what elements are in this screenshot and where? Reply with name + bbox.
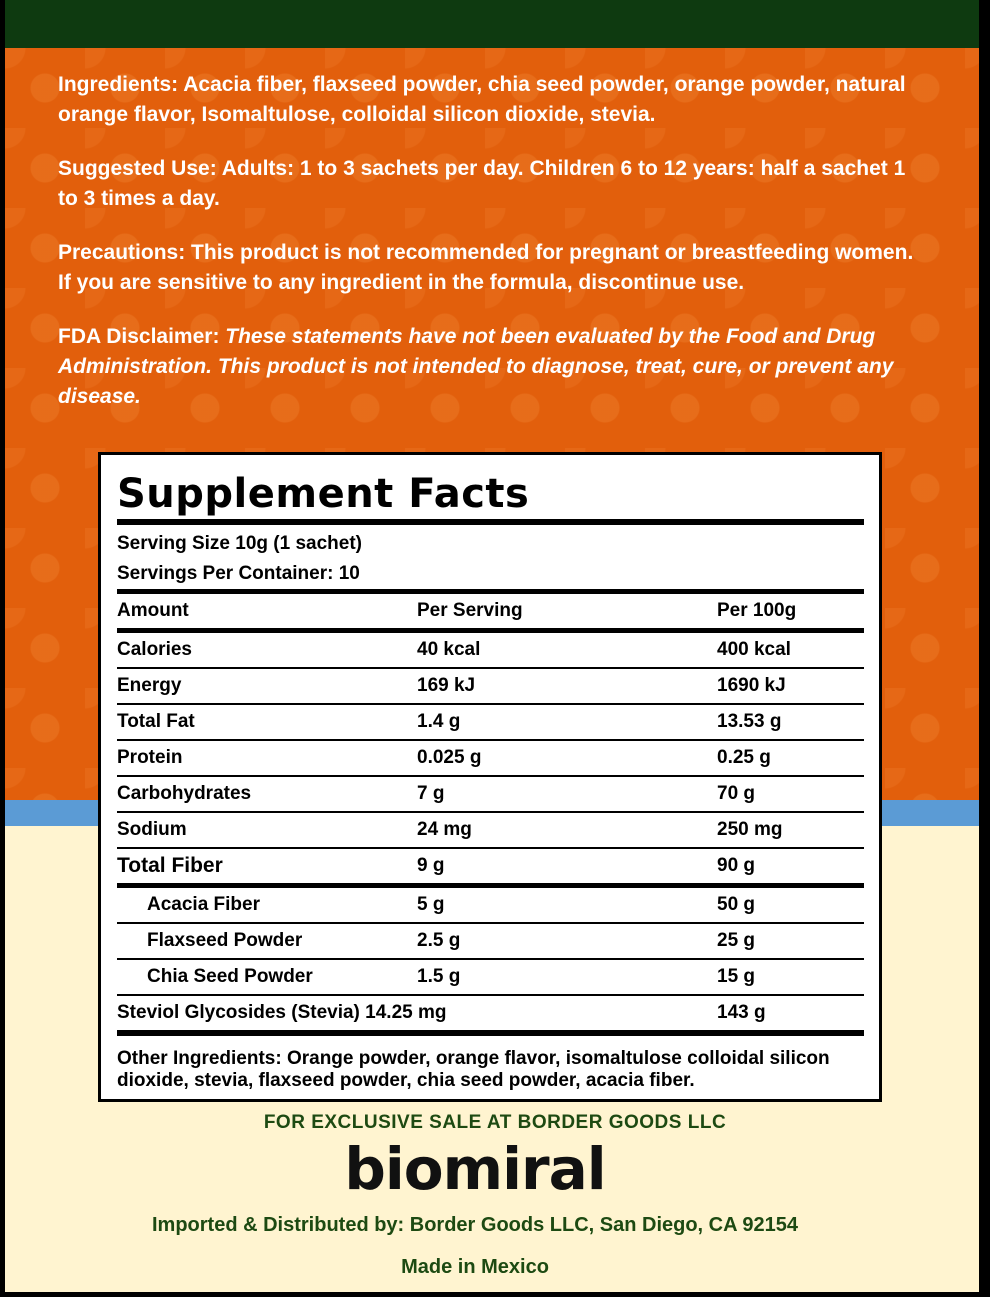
row-per-100g: 1690 kJ — [717, 675, 786, 696]
row-per-serving: 24 mg — [417, 819, 472, 840]
row-per-serving: 7 g — [417, 783, 445, 804]
row-per-100g: 15 g — [717, 966, 756, 987]
top-green-band — [5, 0, 979, 48]
table-header — [117, 594, 864, 628]
table-row — [117, 888, 864, 922]
brand-logo: biomiral — [344, 1135, 606, 1203]
table-row — [117, 924, 864, 958]
precautions-text: Precautions: This product is not recommended for pregnant or breastfeeding women. If you are sensitive to any ingredient in the formula, discontinue use. — [58, 241, 914, 294]
row-per-100g: 50 g — [717, 894, 756, 915]
supplement-facts-panel — [98, 452, 882, 1102]
other-ingredients: Other Ingredients: Orange powder, orange flavor, isomaltulose colloidal silicon dioxide, stevia, flaxseed powder, chia seed powder, acacia fiber. — [117, 1048, 830, 1091]
suggested-use-text: Suggested Use: Adults: 1 to 3 sachets per day. Children 6 to 12 years: half a sachet 1 to 3 times a day. — [58, 157, 906, 210]
servings-per-container: Servings Per Container: 10 — [117, 563, 360, 584]
row-per-100g: 250 mg — [717, 819, 783, 840]
row-label: Chia Seed Powder — [147, 966, 313, 987]
row-per-serving: 5 g — [417, 894, 445, 915]
ingredients-text: Ingredients: Acacia fiber, flaxseed powder, chia seed powder, orange powder, natural orange flavor, Isomaltulose, colloidal silicon dioxide, stevia. — [58, 73, 906, 126]
supplement-facts-title: Supplement Facts — [117, 471, 530, 517]
header-per-100g: Per 100g — [717, 600, 797, 621]
fda-disclaimer-label: FDA Disclaimer: — [58, 325, 226, 348]
table-row — [117, 849, 864, 883]
divider — [117, 519, 864, 525]
divider — [117, 1030, 864, 1036]
fda-disclaimer-text: These statements have not been evaluated by the Food and Drug Administration. This product is not intended to diagnose, treat, cure, or prevent any disease. — [58, 325, 894, 408]
table-row — [117, 741, 864, 775]
row-per-100g: 143 g — [717, 1002, 766, 1023]
row-label: Energy — [117, 675, 182, 696]
row-label: Carbohydrates — [117, 783, 252, 804]
table-row — [117, 960, 864, 994]
row-label: Steviol Glycosides (Stevia) — [117, 1002, 360, 1023]
row-per-serving: 1.5 g — [417, 966, 461, 987]
row-per-serving: 0.025 g — [417, 747, 482, 768]
row-per-serving: 2.5 g — [417, 930, 461, 951]
row-per-100g: 13.53 g — [717, 711, 782, 732]
exclusive-sale-text: FOR EXCLUSIVE SALE AT BORDER GOODS LLC — [263, 1112, 727, 1133]
intro-text — [58, 70, 928, 436]
table-row — [117, 777, 864, 811]
made-in-text: Made in Mexico — [401, 1256, 549, 1278]
table-row — [117, 705, 864, 739]
table-row — [117, 633, 864, 667]
row-label: Calories — [117, 639, 192, 660]
row-label: Sodium — [117, 819, 187, 840]
row-per-100g: 0.25 g — [717, 747, 771, 768]
row-per-serving: 169 kJ — [417, 675, 476, 696]
table-row — [117, 813, 864, 847]
row-label: Flaxseed Powder — [147, 930, 303, 951]
row-per-100g: 400 kcal — [717, 639, 791, 660]
row-label: Total Fat — [117, 711, 195, 732]
row-per-100g: 90 g — [717, 855, 756, 876]
table-row — [117, 996, 864, 1030]
fda-disclaimer — [58, 322, 928, 412]
row-label: Total Fiber — [117, 854, 223, 877]
row-per-serving: 14.25 mg — [365, 1002, 447, 1023]
header-per-serving: Per Serving — [417, 600, 523, 621]
row-label: Protein — [117, 747, 183, 768]
row-per-serving: 40 kcal — [417, 639, 481, 660]
row-label: Acacia Fiber — [147, 894, 260, 915]
row-label-and-serving — [117, 1002, 717, 1024]
table-row — [117, 669, 864, 703]
importer-text: Imported & Distributed by: Border Goods LLC, San Diego, CA 92154 — [151, 1214, 798, 1236]
header-amount: Amount — [117, 600, 189, 621]
serving-size: Serving Size 10g (1 sachet) — [117, 533, 362, 554]
row-per-serving: 1.4 g — [417, 711, 461, 732]
row-per-100g: 25 g — [717, 930, 756, 951]
row-per-100g: 70 g — [717, 783, 756, 804]
row-per-serving: 9 g — [417, 855, 445, 876]
